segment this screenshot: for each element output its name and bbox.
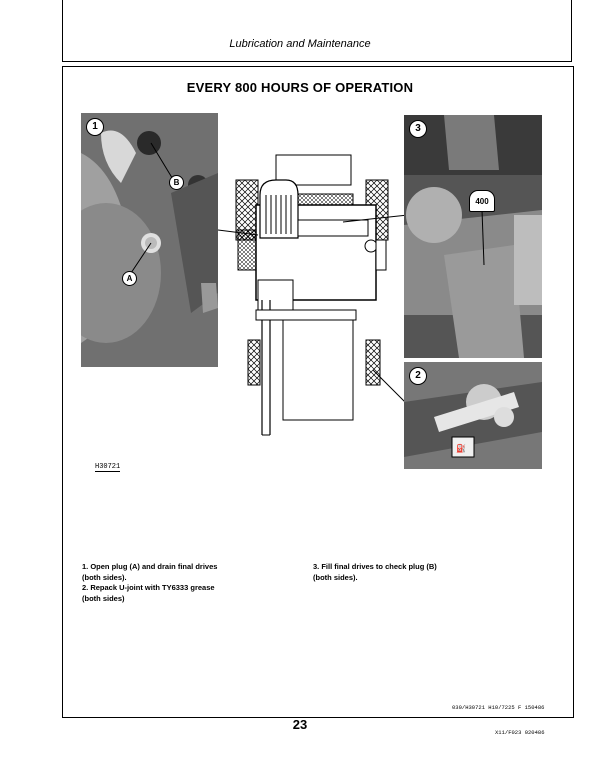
photo-check-plug [404, 115, 542, 358]
instructions-right: 3. Fill final drives to check plug (B) (both sides). [313, 562, 437, 582]
grease-fitting-icon: ⛽ [456, 444, 466, 453]
photo-number-2: 2 [409, 367, 427, 385]
callout-b: B [169, 175, 184, 190]
photo-number-3: 3 [409, 120, 427, 138]
section-title: Lubrication and Maintenance [229, 38, 371, 50]
callout-a: A [122, 271, 137, 286]
page-title: EVERY 800 HOURS OF OPERATION [186, 80, 414, 95]
instructions-left: 1. Open plug (A) and drain final drives (both sides). 2. Repack U-joint with TY6333 grease (both sides) [82, 562, 218, 603]
figure-reference: H30721 [95, 463, 121, 471]
header-rule-bottom [62, 61, 572, 62]
doc-code: 030/H30721 H10/7225 F 150486 [452, 704, 545, 711]
level-icon-400 [469, 190, 495, 212]
photo-u-joint [404, 362, 542, 469]
level-icon-label: 400 [475, 197, 489, 206]
photo-number-1: 1 [86, 118, 104, 136]
photo-final-drive-image [81, 113, 218, 367]
header-rule-left [62, 0, 63, 62]
corner-code: X11/F023 020486 [495, 729, 545, 736]
header-rule-right [571, 0, 572, 62]
page-number: 23 [292, 717, 308, 732]
photo-final-drive [81, 113, 218, 367]
photo-check-plug-image [404, 115, 542, 358]
tractor-top-view-diagram [218, 150, 408, 440]
